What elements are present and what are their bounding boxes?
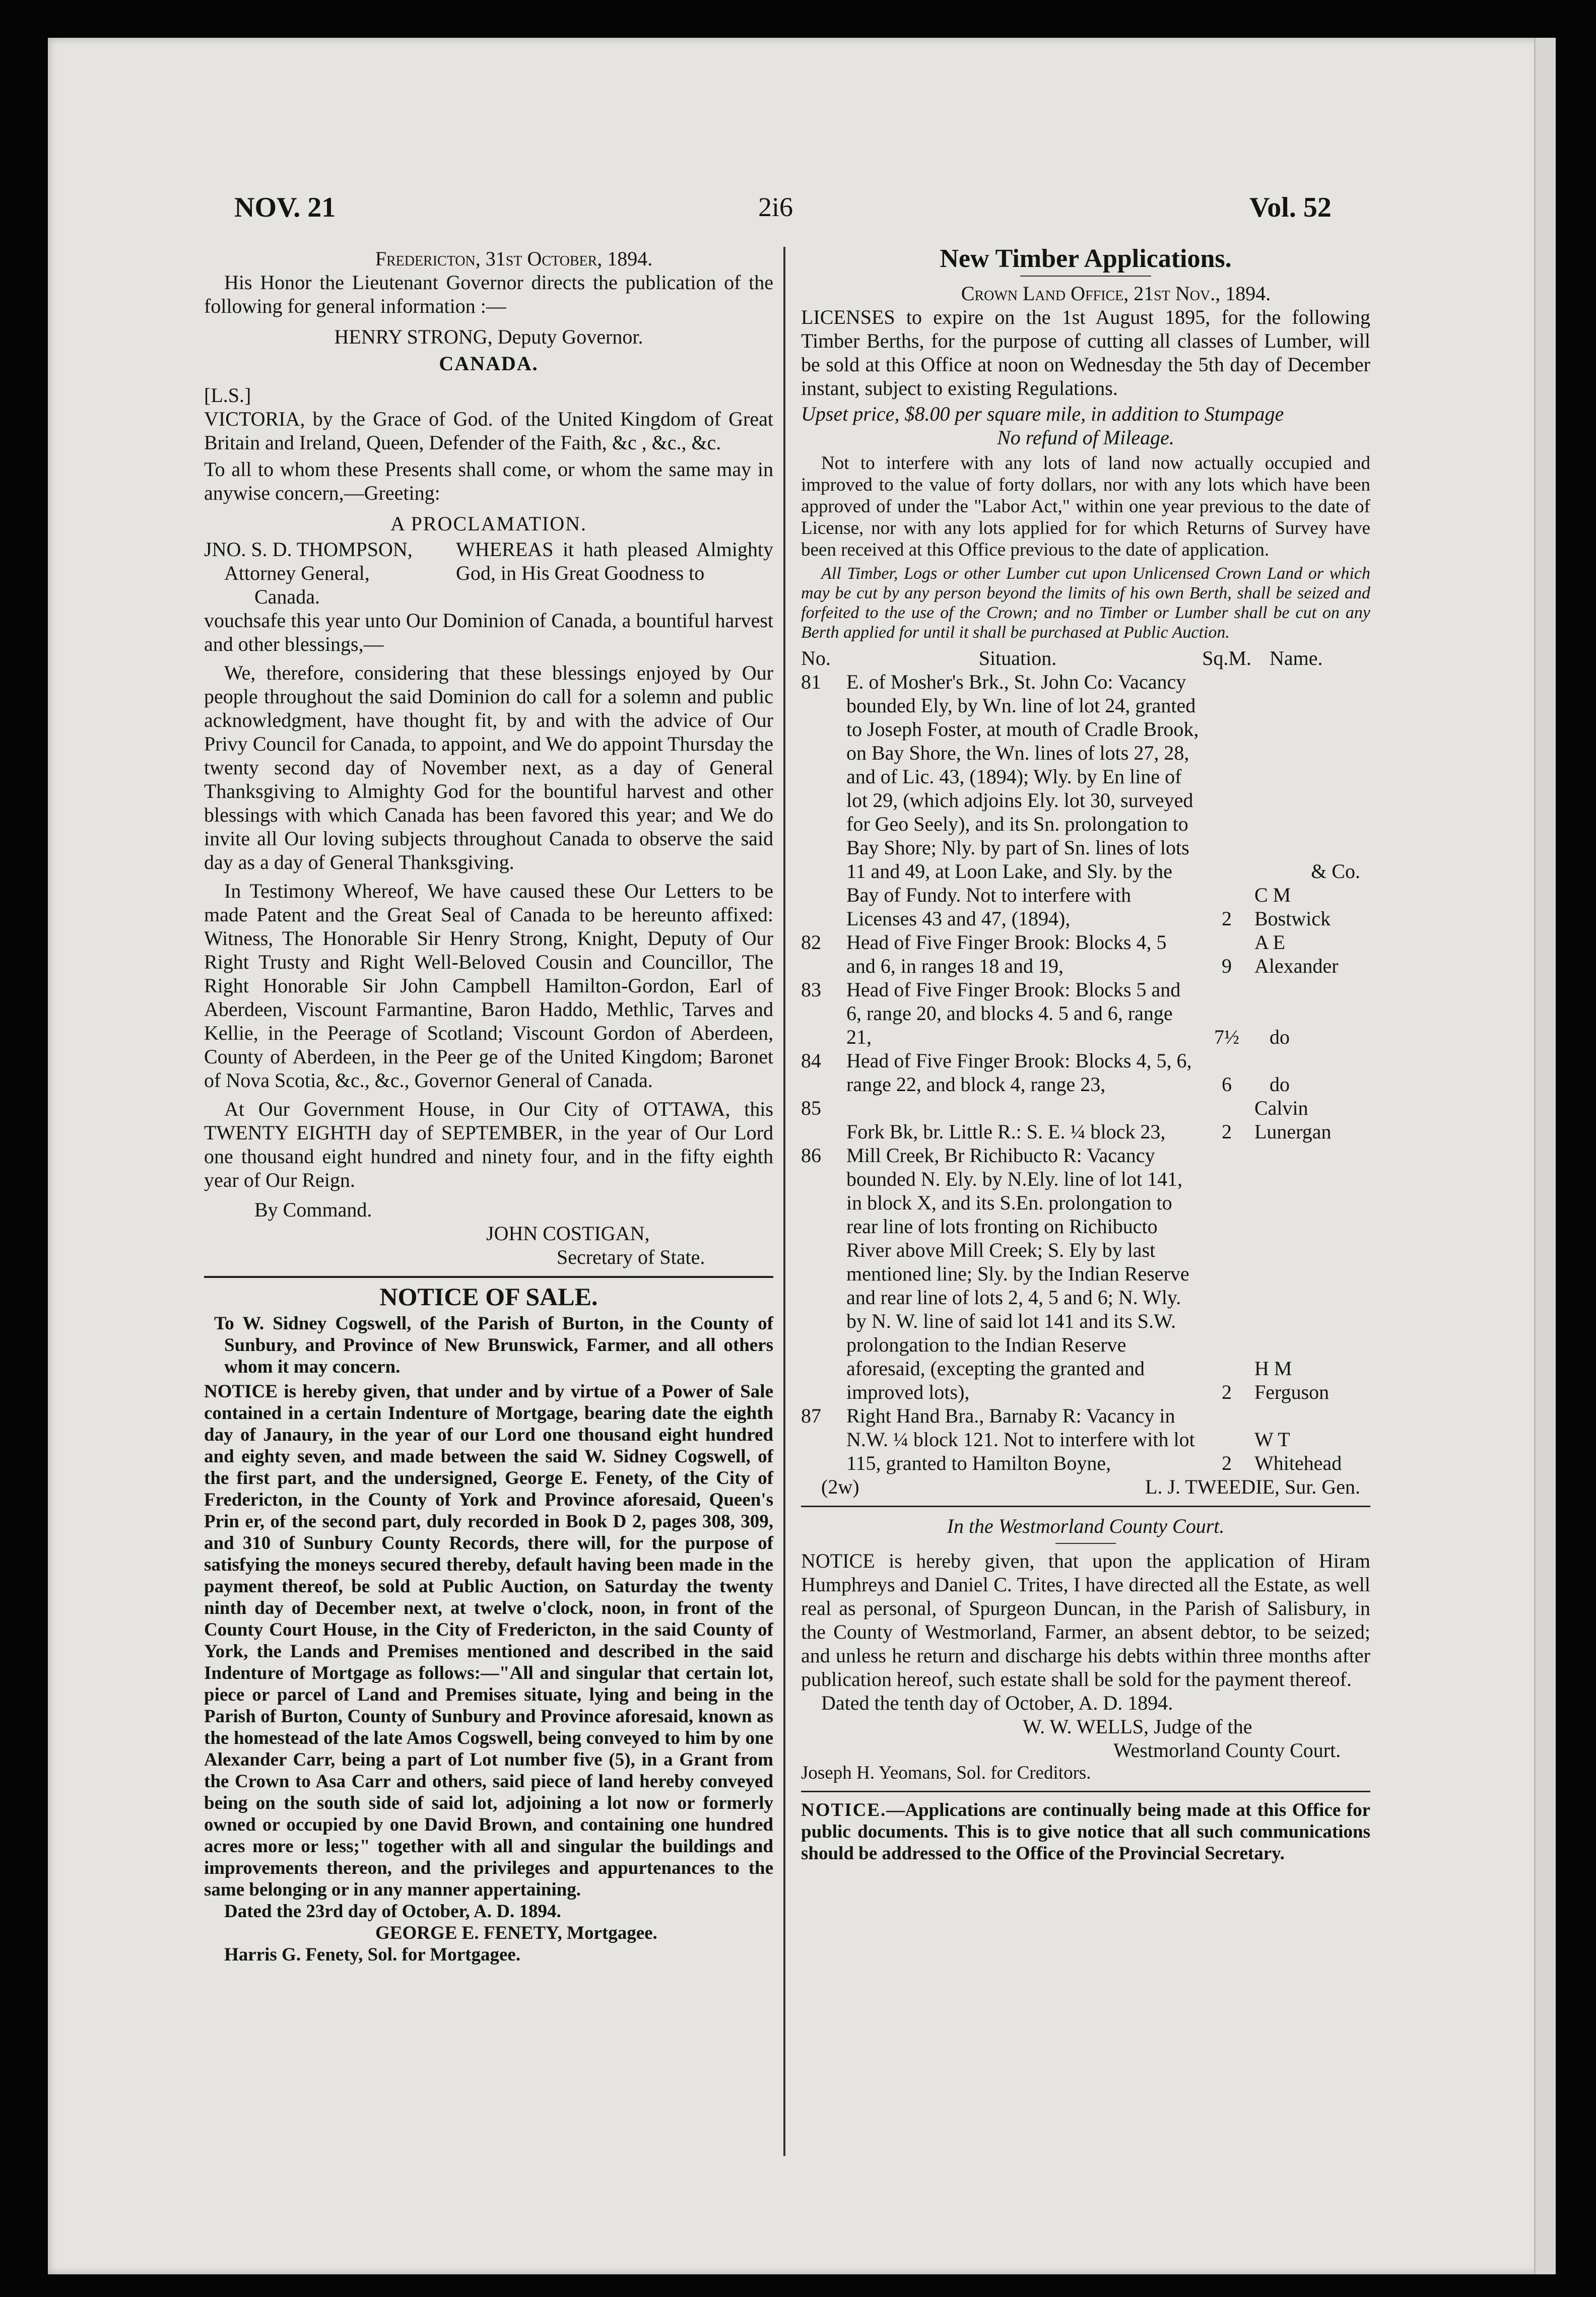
government-house-paragraph: At Our Government House, in Our City of OTTAWA, this TWENTY EIGHTH day of SEPTEMBER, in the year of Our Lord one thousand eight hundred and ninety four, and in the fifty eighth year of Our Reign. [204, 1098, 773, 1191]
thompson-country: Canada. [254, 585, 320, 608]
insertion-ref: (2w) [821, 1475, 859, 1498]
page-edge [1534, 38, 1556, 2274]
entry-name: do [1270, 1073, 1290, 1096]
entry-no: 84 [801, 1049, 821, 1072]
col-name: Name. [1270, 647, 1323, 669]
court-notice-body: NOTICE is hereby given, that upon the application of Hiram Humphreys and Daniel C. Trites, I have directed all the Estate, as well real as personal, of Spurgeon Duncan, in the Parish of Salisbury, in the County of Westmorland, Farmer, an absent debtor, to be seized; and unless he return and discharge his debts within three months after publication hereof, such estate shall be sold for the payment thereof. [801, 1549, 1370, 1691]
entry-situation: Head of Five Finger Brook: Blocks 4, 5, 6, range 22, and block 4, range 23, [846, 1049, 1192, 1096]
col-no: No. [801, 647, 831, 669]
entry-no: 86 [801, 1144, 821, 1167]
entry-name: A E Alexander [1254, 931, 1339, 977]
title-rule [1020, 276, 1151, 277]
entry-no: 82 [801, 931, 821, 954]
tweedie-signature: L. J. TWEEDIE, Sur. Gen. [1145, 1475, 1360, 1498]
wells-signature: W. W. WELLS, Judge of the [1023, 1715, 1252, 1738]
victoria-titles: VICTORIA, by the Grace of God. of the United Kingdom of Great Britain and Ireland, Queen, Defender of the Faith, &c , &c., &c. [204, 408, 773, 454]
thompson-name: JNO. S. D. THOMPSON, [204, 538, 413, 561]
proclamation-dateline: Fredericton, 31st October, 1894. [375, 247, 653, 270]
entry-name: C M Bostwick [1254, 884, 1331, 930]
entry-situation: Mill Creek, Br Richibucto R: Vacancy bounded N. Ely. by N.Ely. line of lot 141, in block X, and its S.En. prolongation to rear line of lots fronting on Richibucto River above Mill Creek; S. Ely by last mentioned line; Sly. by the Indian Reserve and rear line of lots 2, 4, 5 and 6; N. Wly. by N. W. line of said lot 141 and its S.W. prolongation to the Indian Reserve aforesaid, (excepting the granted and improved lots), [846, 1144, 1189, 1403]
notice-label: NOTICE. [801, 1800, 887, 1820]
section-divider [204, 1276, 773, 1278]
timber-dateline: Crown Land Office, 21st Nov., 1894. [961, 282, 1271, 305]
entry-sqm: 6 [1222, 1073, 1232, 1096]
sale-addressee: To W. Sidney Cogswell, of the Parish of Burton, in the County of Sunbury, and Province of New Brunswick, Farmer, and all others whom it may concern. [214, 1313, 773, 1377]
notice-of-sale-title: NOTICE OF SALE. [379, 1282, 598, 1311]
entry-sqm: 7½ [1214, 1026, 1239, 1048]
entry-situation: Head of Five Finger Brook: Blocks 5 and 6, range 20, and blocks 4. 5 and 6, range 21, [846, 978, 1181, 1048]
entry-no: 81 [801, 670, 821, 693]
proclamation-title: A PROCLAMATION. [390, 512, 587, 535]
section-divider [801, 1506, 1370, 1507]
timber-title: New Timber Applications. [940, 244, 1232, 273]
table-row [801, 670, 1370, 930]
deputy-governor: HENRY STRONG, Deputy Governor. [334, 325, 643, 348]
col-sqm: Sq.M. [1202, 647, 1251, 669]
entry-situation: Head of Five Finger Brook: Blocks 4, 5 and 6, in ranges 18 and 19, [846, 931, 1167, 977]
table-row [801, 1404, 1370, 1475]
court-title-rule [1055, 1543, 1116, 1544]
sale-dated: Dated the 23rd day of October, A. D. 1894. [224, 1901, 561, 1922]
thompson-title: Attorney General, [224, 562, 370, 584]
yeomans-solicitor: Joseph H. Yeomans, Sol. for Creditors. [801, 1763, 1091, 1783]
section-divider [801, 1791, 1370, 1792]
country-heading: CANADA. [439, 352, 539, 375]
table-row [801, 978, 1370, 1049]
testimony-paragraph: In Testimony Whereof, We have caused these Our Letters to be made Patent and the Great Seal of Canada to be hereunto affixed: Witness, The Honorable Sir Henry Strong, Knight, Deputy of Our Right Trusty and Right Well-Beloved Cousin and Councillor, The Right Honorable Sir John Campbell Hamilton-Gordon, Earl of Aberdeen, Viscount Farmantine, Baron Haddo, Methlic, Tarves and Kellie, in the Peerage of Scotland; Viscount Gordon of Aberdeen, County of Aberdeen, in the Peer ge of the United Kingdom; Baronet of Nova Scotia, &c., &c., Governor General of Canada. [204, 880, 773, 1092]
entry-situation: Right Hand Bra., Barnaby R: Vacancy in N.W. ¼ block 121. Not to interfere with lot 115, granted to Hamilton Boyne, [846, 1404, 1195, 1474]
costigan-title: Secretary of State. [557, 1246, 705, 1268]
timber-signature [801, 1475, 1370, 1499]
entry-sqm: 2 [1222, 907, 1232, 930]
col-situation: Situation. [978, 647, 1057, 669]
table-row [801, 930, 1370, 978]
not-interfere-paragraph: Not to interfere with any lots of land now actually occupied and improved to the value of forty dollars, nor with any lots which have been approved of under the "Labor Act," within one year previous to the date of License, nor with any lots applied for for which Returns of Survey have been received at this Office previous to the date of application. [801, 453, 1370, 560]
wells-title: Westmorland County Court. [1113, 1739, 1341, 1762]
proclamation-intro: His Honor the Lieutenant Governor directs the publication of the following for general information :— [204, 271, 773, 317]
sale-solicitor: Harris G. Fenety, Sol. for Mortgagee. [224, 1944, 521, 1965]
entry-no: 83 [801, 978, 821, 1001]
page-number: 2i6 [758, 192, 793, 222]
entry-sqm: 9 [1222, 955, 1232, 977]
entry-no: 87 [801, 1404, 821, 1427]
no-refund: No refund of Mileage. [997, 426, 1174, 449]
entry-name: do [1270, 1026, 1290, 1048]
whereas-continued: vouchsafe this year unto Our Dominion of Canada, a bountiful harvest and other blessings,— [204, 609, 773, 655]
table-row [801, 1143, 1370, 1404]
volume-number: Vol. 52 [1249, 192, 1332, 223]
notice-body: —Applications are continually being made at this Office for public documents. This is to give notice that all such communications should be addressed to the Office of the Provincial Secretary. [801, 1800, 1370, 1864]
seal-mark: [L.S.] [204, 384, 251, 407]
sale-mortgagee: GEORGE E. FENETY, Mortgagee. [375, 1923, 657, 1943]
entry-name-extra: & Co. [1311, 860, 1360, 883]
upset-price: Upset price, $8.00 per square mile, in addition to Stumpage [801, 402, 1284, 425]
entry-name: H M Ferguson [1254, 1357, 1329, 1403]
entry-name: Calvin Lunergan [1254, 1097, 1332, 1143]
entry-sqm: 2 [1222, 1452, 1232, 1474]
entry-situation: Fork Bk, br. Little R.: S. E. ¼ block 23, [846, 1120, 1166, 1143]
all-timber-paragraph: All Timber, Logs or other Lumber cut upon Unlicensed Crown Land or which may be cut by any person beyond the limits of his own Berth, shall be seized and forfeited to the use of the Crown; and no Timber or Lumber shall be cut on any Berth applied for until it shall be purchased at Public Auction. [801, 564, 1370, 642]
issue-date: NOV. 21 [234, 192, 336, 223]
right-column [801, 244, 1370, 1864]
entry-no: 85 [801, 1097, 821, 1119]
entry-name: W T Whitehead [1254, 1428, 1342, 1474]
entry-sqm: 2 [1222, 1120, 1232, 1143]
whereas-clause: WHEREAS it hath pleased Almighty God, in His Great Goodness to [456, 538, 773, 584]
provincial-notice [801, 1799, 1370, 1864]
by-command: By Command. [254, 1198, 372, 1221]
licenses-paragraph: LICENSES to expire on the 1st August 1895, for the following Timber Berths, for the purpose of cutting all classes of Lumber, will be sold at this Office at noon on Wednesday the 5th day of December instant, subject to existing Regulations. [801, 306, 1370, 399]
thanksgiving-paragraph: We, therefore, considering that these blessings enjoyed by Our people throughout the said Dominion do call for a solemn and public acknowledgment, have thought fit, by and with the advice of Our Privy Council for Canada, to appoint, and We do appoint Thursday the twenty second day of November next, as a day of General Thanksgiving to Almighty God for the bountiful harvest and other blessings with which Canada has been favored this year; and We do invite all Our loving subjects throughout Canada to observe the said day as a day of General Thanksgiving. [204, 661, 773, 873]
costigan-name: JOHN COSTIGAN, [486, 1222, 650, 1245]
court-dated: Dated the tenth day of October, A. D. 1894. [821, 1692, 1173, 1714]
entry-situation: E. of Mosher's Brk., St. John Co: Vacancy bounded Ely, by Wn. line of lot 24, granted to Joseph Foster, at mouth of Cradle Brook, on Bay Shore, the Wn. lines of lots 27, 28, and of Lic. 43, (1894); Wly. by En line of lot 29, (which adjoins Ely. lot 30, surveyed for Geo Seely), and its Sn. prolongation to Bay Shore; Nly. by part of Sn. lines of lots 11 and 49, at Loon Lake, and Sly. by the Bay of Fundy. Not to interfere with Licenses 43 and 47, (1894), [846, 670, 1199, 930]
greeting: To all to whom these Presents shall come, or whom the same may in anywise concern,—Greeting: [204, 458, 773, 504]
proclamation-opening [204, 537, 773, 609]
sale-notice-body: NOTICE is hereby given, that under and by virtue of a Power of Sale contained in a certain Indenture of Mortgage, bearing date the eighth day of Janaury, in the year of our Lord one thousand eight hundred and eighty seven, and made between the said W. Sidney Cogswell, of the first part, and the undersigned, George E. Fenety, of the City of Fredericton, in the County of York and Province aforesaid, Queen's Prin er, of the second part, duly recorded in Book D 2, pages 308, 309, and 310 of Sunbury County Records, there will, for the purpose of satisfying the moneys secured thereby, default having been made in the payment thereof, be sold at Public Auction, on Saturday the twenty ninth day of December next, at twelve o'clock, noon, in front of the County Court House, in the City of Fredericton, in the said County of York, the Lands and Premises mentioned and described in the said Indenture of Mortgage as follows:—"All and singular that certain lot, piece or parcel of Land and Premises situate, lying and being in the Parish of Burton, County of Sunbury and Province aforesaid, known as the homestead of the late Amos Cogswell, being conveyed to him by one Alexander Carr, being a part of Lot number five (5), in a Grant from the Crown to Asa Carr and others, said piece of land hereby conveyed being on the south side of said lot, adjoining a lot now or formerly owned or occupied by one David Brown, and containing one hundred acres more or less;" together with all and singular the buildings and improvements thereon, and the privileges and appurtenances to the same belonging or in any manner appertaining. [204, 1381, 773, 1900]
column-rule [783, 247, 785, 2156]
timber-table-header [801, 646, 1370, 670]
table-row [801, 1096, 1370, 1143]
table-row [801, 1049, 1370, 1096]
court-title: In the Westmorland County Court. [947, 1515, 1225, 1537]
entry-sqm: 2 [1222, 1381, 1232, 1403]
left-column [204, 247, 773, 1966]
